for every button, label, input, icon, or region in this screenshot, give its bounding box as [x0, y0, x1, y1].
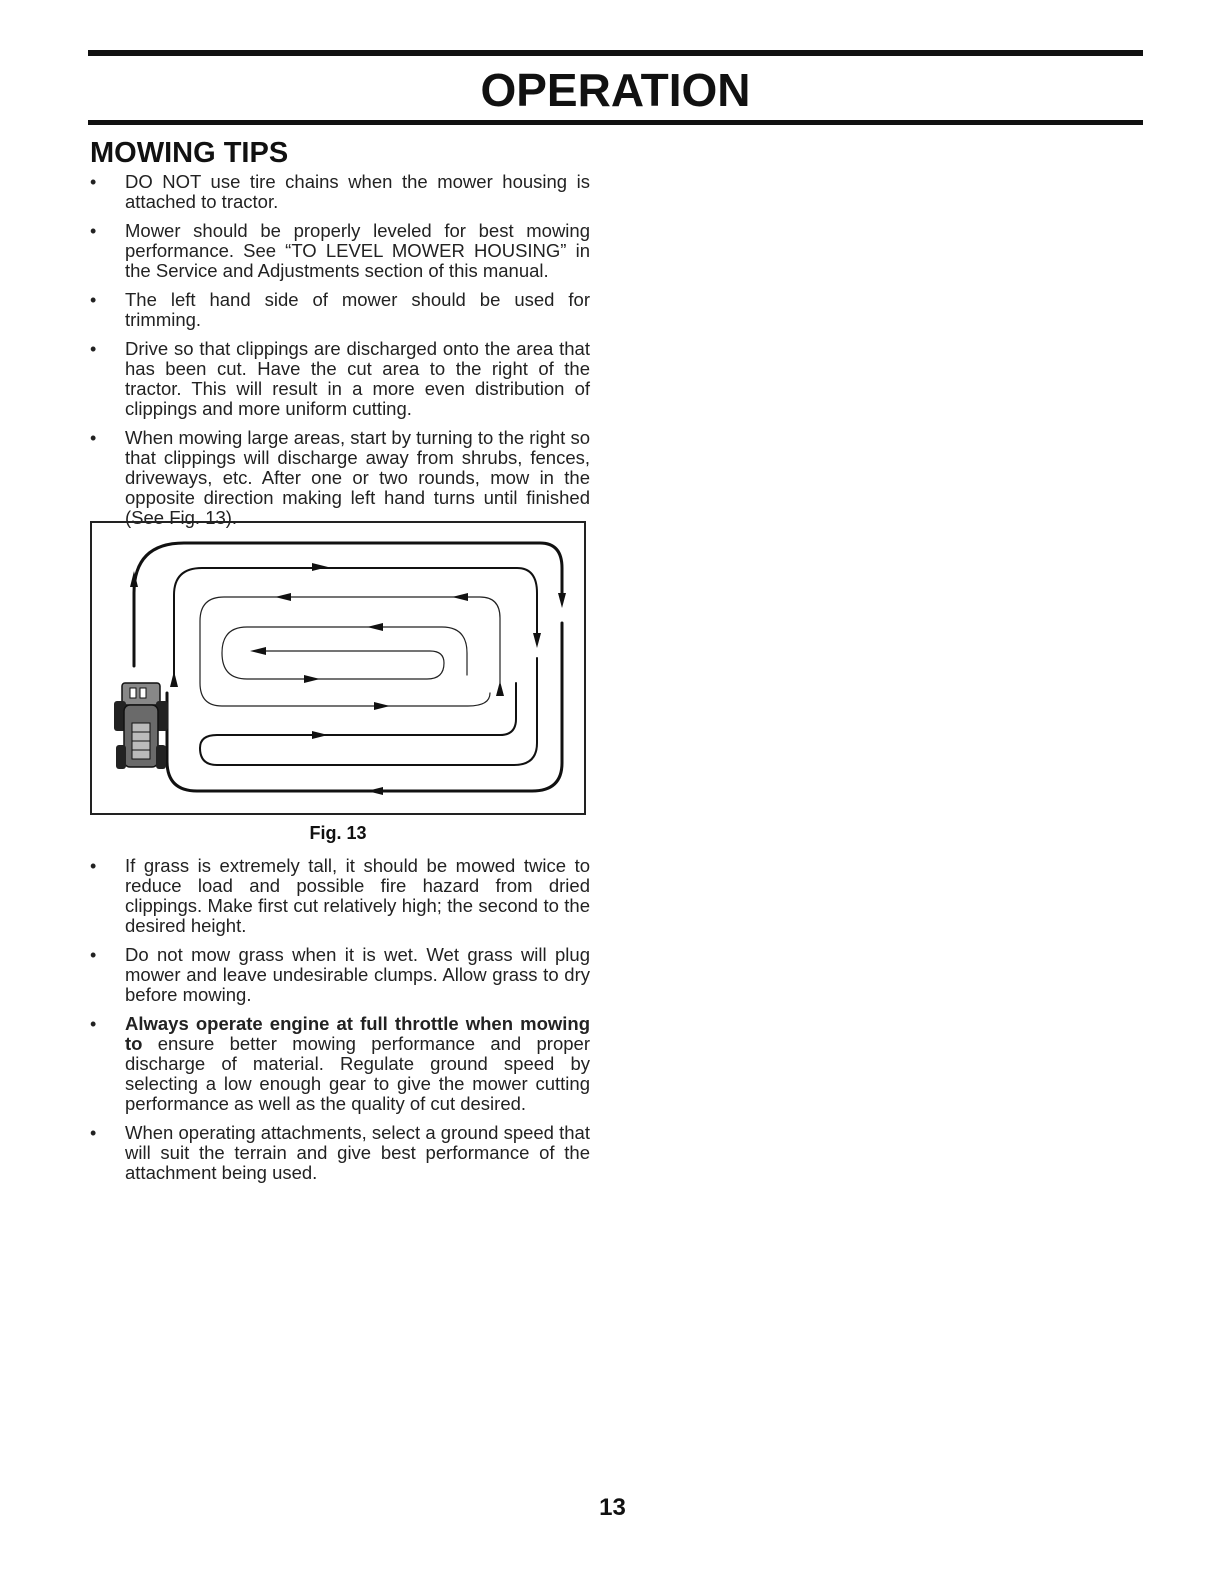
bullet-icon: • [90, 428, 97, 448]
bullet-icon: • [90, 339, 97, 359]
tip-text: Drive so that clippings are discharged onto the area that has been cut. Have the cut area to the right of the tractor. This will result in a more even distribution of clippings and more uniform cutting. [125, 338, 590, 419]
tip-text: When mowing large areas, start by turning to the right so that clippings will discharge away from shrubs, fences, driveways, etc. After one or two rounds, mow in the opposite direction making left hand turns until finished (See Fig. 13). [125, 427, 590, 528]
tips-list-top [90, 172, 590, 537]
tip-text: Mower should be properly leveled for best mowing performance. See “TO LEVEL MOWER HOUSING” in the Service and Adjustments section of this manual. [125, 220, 590, 281]
tip-text: Do not mow grass when it is wet. Wet grass will plug mower and leave undesirable clumps. Allow grass to dry before mowing. [125, 944, 590, 1005]
figure-caption: Fig. 13 [309, 823, 367, 843]
header-rule-top [88, 50, 1143, 56]
list-item [90, 221, 590, 281]
tip-text: When operating attachments, select a ground speed that will suit the terrain and give best performance of the attachment being used. [125, 1122, 590, 1183]
list-item [90, 856, 590, 936]
mowing-pattern-diagram [92, 523, 584, 813]
list-item [90, 945, 590, 1005]
outer-loop [134, 543, 562, 791]
list-item [90, 1123, 590, 1183]
bullet-icon: • [90, 172, 97, 192]
bullet-icon: • [90, 1123, 97, 1143]
tip-bold-text: Always operate engine at full throttle when mowing to [125, 1013, 590, 1054]
bullet-icon: • [90, 945, 97, 965]
bullet-icon: • [90, 1014, 97, 1034]
list-item [90, 428, 590, 528]
mowing-pattern-figure [90, 521, 586, 815]
section-heading: MOWING TIPS [90, 137, 289, 169]
tip-text: The left hand side of mower should be used for trimming. [125, 289, 590, 330]
bullet-icon: • [90, 221, 97, 241]
page-number: 13 [599, 1494, 626, 1521]
inner-loops [200, 597, 500, 706]
page-title: OPERATION [480, 64, 751, 116]
tips-list-bottom [90, 856, 590, 1192]
list-item [90, 339, 590, 419]
bullet-icon: • [90, 290, 97, 310]
header-rule-bottom [88, 120, 1143, 125]
bullet-icon: • [90, 856, 97, 876]
tip-text: ensure better mowing performance and proper discharge of material. Regulate ground speed by selecting a low enough gear to give the mower cutting performance as well as the quality of cut desired. [125, 1033, 590, 1114]
tractor-icon [114, 683, 168, 769]
list-item [90, 172, 590, 212]
tip-text: If grass is extremely tall, it should be mowed twice to reduce load and possible fire hazard from dried clippings. Make first cut relatively high; the second to the desired height. [125, 855, 590, 936]
tip-text: DO NOT use tire chains when the mower housing is attached to tractor. [125, 171, 590, 212]
list-item [90, 1014, 590, 1114]
list-item [90, 290, 590, 330]
